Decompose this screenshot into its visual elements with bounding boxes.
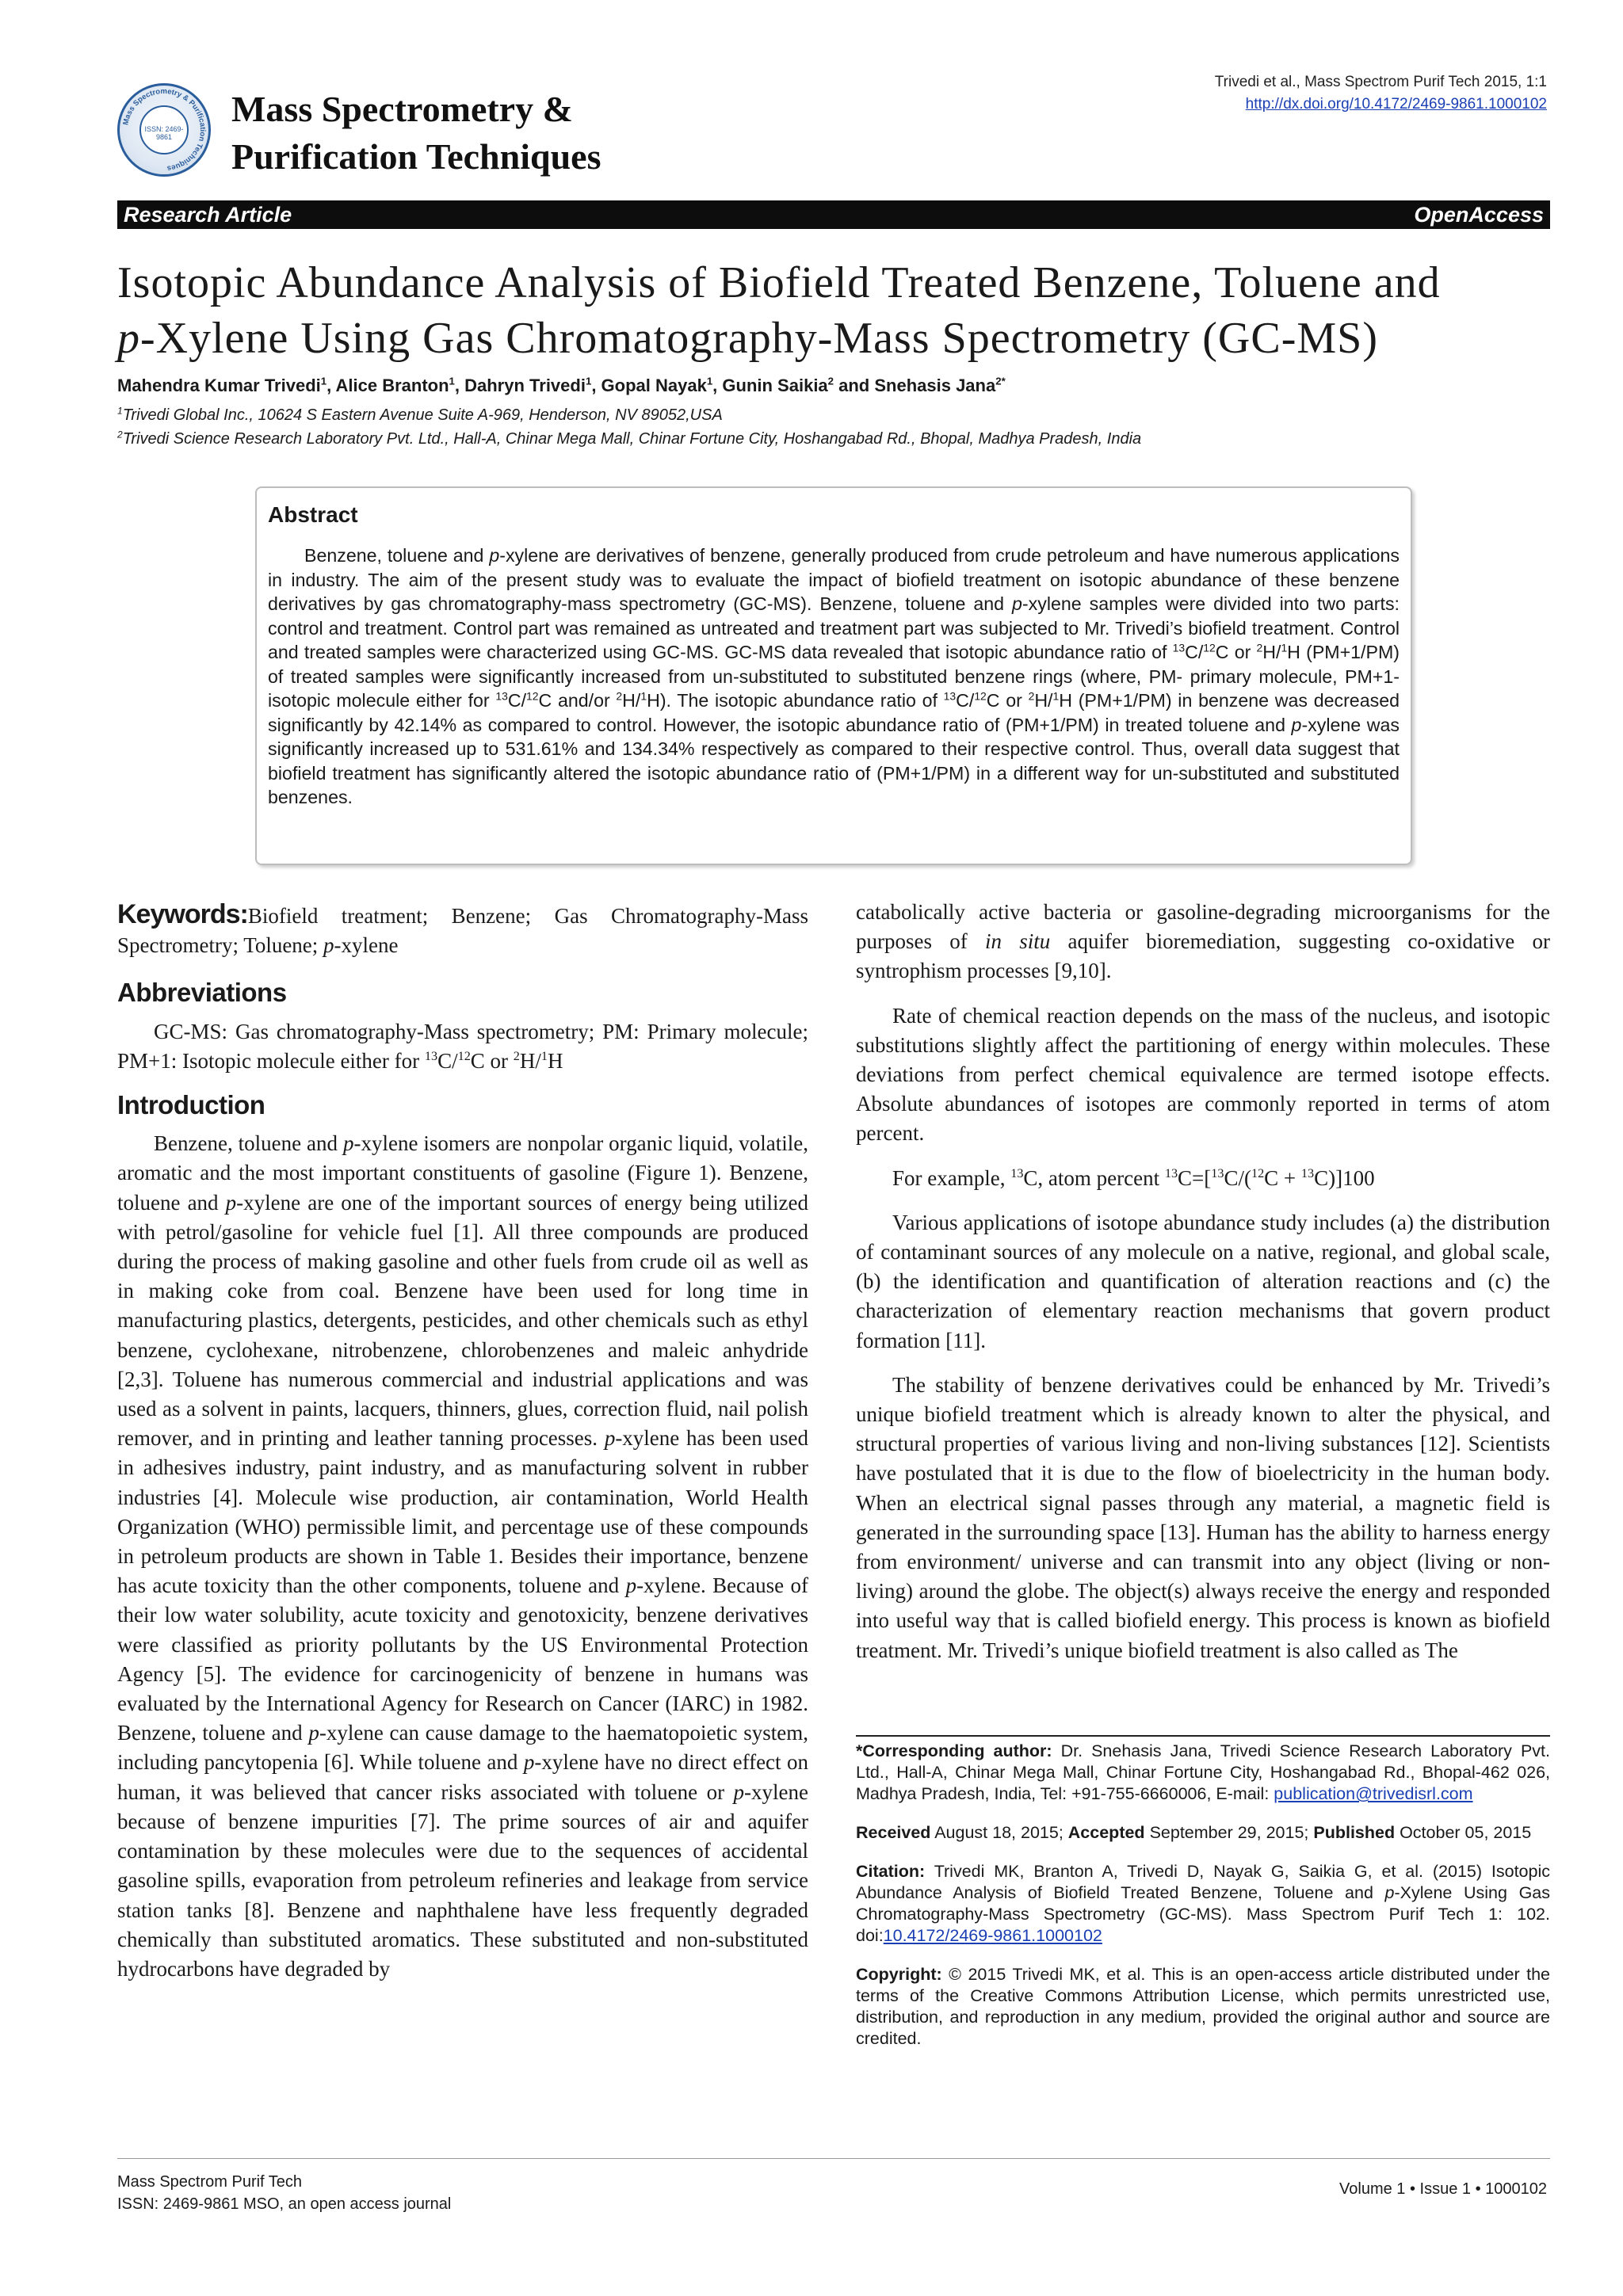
author-affiliation-mark: 2 [827, 375, 834, 387]
author-affiliation-mark: 1 [449, 375, 455, 387]
intro-paragraph-1: Benzene, toluene and p-xylene isomers are nonpolar organic liquid, volatile, aromatic and the most important constituents of gasoline (Figure 1). Benzene, toluene and p-xylene are one of the important sources of energy being utilized with petrol/gasoline for vehicle fuel [1]. All three compounds are produced during the process of making gasoline and other fuels from crude oil as well as in making coke from coal. Benzene have been used for long time in manufacturing plastics, detergents, pesticides, and other chemicals such as ethyl benzene, cyclohexane, nitrobenzene, chlorobenzenes and maleic anhydride [2,3]. Toluene has numerous commercial and industrial applications and was used as a solvent in paints, lacquers, thinners, glues, correction fluid, nail polish remover, and in printing and leather tanning processes. p-xylene has been used in adhesives industry, paint industry, and as manufacturing solvent in rubber industries [4]. Molecule wise production, air contamination, World Health Organization (WHO) permissible limit, and percentage use of these compounds in petroleum products are shown in Table 1. Besides their importance, benzene has acute toxicity than the other components, toluene and p-xylene. Because of their low water solubility, acute toxicity and genotoxicity, benzene derivatives were classified as priority pollutants by the US Environmental Protection Agency [5]. The evidence for carcinogenicity of benzene in humans was evaluated by the International Agency for Research on Cancer (IARC) in 1982. Benzene, toluene and p-xylene can cause damage to the haematopoietic system, including pancytopenia [6]. While toluene and p-xylene have no direct effect on human, it was believed that cancer risks associated with toluene or p-xylene because of benzene impurities [7]. The prime sources of air and aquifer contamination by these molecules were due to the sequences of accidental gasoline spills, evaporation from petroleum refineries and leakage from service station tanks [8]. Benzene and naphthalene have less frequently degraded chemically than substituted aromatics. These substituted and non-substituted hydrocarbons have degraded by [117, 1131, 808, 1981]
keywords-text: Biofield treatment; Benzene; Gas Chromatography-Mass Spectrometry; Toluene; p-xylene [117, 904, 808, 958]
footer-volume: Volume 1 • Issue 1 • 1000102 [1339, 2180, 1547, 2198]
intro-paragraph-4: The stability of benzene derivatives could be enhanced by Mr. Trivedi’s unique biofield treatment which is already known to alter the physical, and structural properties of various living and non-living substances [12]. Scientists have postulated that it is due to the flow of bioelectricity in the human body. When an electrical signal passes through any material, a magnetic field is generated in the surrounding space [13]. Human has the ability to harness energy from environment/ universe and can transmit into any object (living or non-living) around the globe. The object(s) always receive the energy and responded into useful way that is called biofield energy. This process is known as biofield treatment. Mr. Trivedi’s unique biofield treatment is also called as The [856, 1372, 1550, 1662]
citation-doi-link[interactable]: 10.4172/2469-9861.1000102 [883, 1926, 1102, 1945]
corresponding-author [856, 1741, 1550, 1805]
author-name: Mahendra Kumar Trivedi$^1$ [117, 375, 327, 395]
published-date: October 05, 2015 [1400, 1823, 1532, 1842]
journal-name-line2: Purification Techniques [231, 136, 601, 177]
author-affiliation-mark: 1 [320, 375, 327, 387]
author-name: Gunin Saikia$^2$ [722, 375, 834, 395]
affiliation-2: $^2$Trivedi Science Research Laboratory Pvt. Ltd., Hall-A, Chinar Mega Mall, Chinar Fortune City, Hoshangabad Rd., Bhopal, Madhya Pradesh, India [117, 429, 1142, 448]
citation-label: Citation: [856, 1862, 926, 1881]
author-affiliation-mark: 2* [995, 375, 1006, 387]
author-list: Mahendra Kumar Trivedi$^1$, Alice Branton$^1$, Dahryn Trivedi$^1$, Gopal Nayak$^1$, Gunin Saikia$^2$ and Snehasis Jana$^{2*}$ [117, 375, 1006, 395]
accepted-label: Accepted [1067, 1823, 1145, 1842]
abbreviations-heading: Abbreviations [117, 978, 287, 1008]
article-title [117, 255, 1568, 366]
author-affiliation-mark: 1 [585, 375, 592, 387]
doi-link[interactable]: http://dx.doi.org/10.4172/2469-9861.1000102 [1245, 96, 1547, 113]
received-date: August 18, 2015; [934, 1823, 1064, 1842]
abstract-heading: Abstract [268, 502, 358, 527]
citation-text: Trivedi MK, Branton A, Trivedi D, Nayak G, Saikia G, et al. (2015) Isotopic Abundance Analysis of Biofield Treated Benzene, Toluene and p-Xylene Using Gas Chromatography-Mass Spectrometry (GC-MS). Mass Spectrom Purif Tech 1: 102. doi: [856, 1862, 1551, 1945]
intro-paragraph-3: Various applications of isotope abundance study includes (a) the distribution of contaminant sources of any molecule on a native, regional, and global scale, (b) the identification and quantification of alteration reactions and (c) the characterization of elementary reaction mechanisms that govern product formation [11]. [856, 1210, 1550, 1352]
footer-issn: ISSN: 2469-9861 MSO, an open access journal [117, 2195, 452, 2213]
corresponding-author-label: *Corresponding author: [856, 1741, 1052, 1760]
logo-issn: ISSN: 2469-9861 [144, 125, 184, 141]
footer-journal: Mass Spectrom Purif Tech [117, 2173, 303, 2191]
header-citation-block [1215, 71, 1547, 116]
introduction-heading: Introduction [117, 1090, 265, 1120]
intro-paragraph-cont: catabolically active bacteria or gasoline-degrading microorganisms for the purposes of in situ aquifer bioremediation, suggesting co-oxidative or syntrophism processes [9,10]. [856, 900, 1551, 983]
author-name: Gopal Nayak$^1$ [601, 375, 713, 395]
open-access-label: OpenAccess [1414, 203, 1544, 227]
received-label: Received [856, 1823, 931, 1842]
right-column [856, 898, 1550, 1665]
dates-line [856, 1822, 1550, 1844]
keywords-label: Keywords: [117, 899, 248, 929]
header-citation: Trivedi et al., Mass Spectrom Purif Tech 2015, 1:1 [1214, 74, 1547, 90]
copyright-note [856, 1964, 1550, 2050]
accepted-date: September 29, 2015; [1149, 1823, 1309, 1842]
affiliation-2-text: Trivedi Science Research Laboratory Pvt. Ltd., Hall-A, Chinar Mega Mall, Chinar Fortune City, Hoshangabad Rd., Bhopal, Madhya Pradesh, India [122, 430, 1142, 448]
title-line2-rest: -Xylene Using Gas Chromatography-Mass Spectrometry (GC-MS) [140, 314, 1378, 363]
footnotes [856, 1741, 1550, 2067]
citation-note [856, 1861, 1550, 1947]
logo-ring-label: Mass Spectrometry & Purification Techniques [121, 86, 208, 173]
intro-formula: For example, $^{13}$C, atom percent $^{13}$C=[$^{13}$C/($^{12}$C + $^{13}$C)]100 [892, 1165, 1375, 1190]
abstract-text: Benzene, toluene and p-xylene are derivatives of benzene, generally produced from crude petroleum and have numerous applications in industry. The aim of the present study was to evaluate the impact of biofield treatment on isotopic abundance of these benzene derivatives by gas chromatography-mass spectrometry (GC-MS). Benzene, toluene and p-xylene samples were divided into two parts: control and treatment. Control part was remained as untreated and treatment part was subjected to Mr. Trivedi’s biofield treatment. Control and treated samples were characterized using GC-MS. GC-MS data revealed that isotopic abundance ratio of $^{13}$C/$^{12}$C or $^2$H/$^1$H (PM+1/PM) of treated samples were significantly increased from un-substituted to substituted benzene rings (where, PM- primary molecule, PM+1- isotopic molecule either for $^{13}$C/$^{12}$C and/or $^2$H/$^1$H). The isotopic abundance ratio of $^{13}$C/$^{12}$C or $^2$H/$^1$H (PM+1/PM) in benzene was decreased significantly by 42.14% as compared to control. However, the isotopic abundance ratio of (PM+1/PM) in treated toluene and p-xylene was significantly increased up to 531.61% and 134.34% respectively as compared to their respective control. Thus, overall data suggest that biofield treatment has significantly altered the isotopic abundance ratio of (PM+1/PM) in a different way for un-substituted and substituted benzenes. [268, 545, 1400, 807]
copyright-label: Copyright: [856, 1965, 942, 1984]
keywords [117, 900, 808, 960]
abbreviations-text: GC-MS: Gas chromatography-Mass spectrometry; PM: Primary molecule; PM+1: Isotopic molecule either for $^{13}$C/$^{12}$C or $^2$H/$^1$H [117, 1019, 808, 1073]
author-affiliation-mark: 1 [706, 375, 713, 387]
author-name: Alice Branton$^1$ [335, 375, 455, 395]
title-line1: Isotopic Abundance Analysis of Biofield Treated Benzene, Toluene and [117, 258, 1441, 307]
journal-name-line1: Mass Spectrometry & [231, 89, 573, 129]
footnote-divider [856, 1735, 1550, 1737]
affiliation-1: $^1$Trivedi Global Inc., 10624 S Eastern Avenue Suite A-969, Henderson, NV 89052,USA [117, 405, 723, 424]
journal-name [231, 86, 601, 181]
published-label: Published [1313, 1823, 1396, 1842]
title-italic-p: p [117, 314, 140, 363]
left-column [117, 900, 808, 1984]
corresponding-email-link[interactable]: publication@trivedisrl.com [1274, 1784, 1473, 1803]
corresponding-author-text: Dr. Snehasis Jana, Trivedi Science Research Laboratory Pvt. Ltd., Hall-A, Chinar Mega Mall, Chinar Fortune City, Hoshangabad Rd., Bhopal-462 026, Madhya Pradesh, India, Tel: +91-755-6660006, E-mail: [856, 1741, 1550, 1803]
copyright-text: © 2015 Trivedi MK, et al. This is an open-access article distributed under the terms of the Creative Commons Attribution License, which permits unrestricted use, distribution, and reproduction in any medium, provided the original author and source are credited. [856, 1965, 1550, 2048]
author-name: Snehasis Jana$^{2*}$ [874, 375, 1006, 395]
footer-divider [117, 2158, 1550, 2159]
footer-left [117, 2171, 451, 2215]
author-name: Dahryn Trivedi$^1$ [464, 375, 592, 395]
article-type: Research Article [124, 203, 292, 227]
title-line2 [117, 311, 1568, 366]
intro-paragraph-2: Rate of chemical reaction depends on the mass of the nucleus, and isotopic substitutions slightly affect the partitioning of energy within molecules. These deviations from perfect chemical equivalence are termed isotope effects. Absolute abundances of isotopes are commonly reported in terms of atom percent. [856, 1003, 1550, 1146]
article-type-bar [117, 200, 1550, 229]
affiliation-1-text: Trivedi Global Inc., 10624 S Eastern Avenue Suite A-969, Henderson, NV 89052,USA [122, 406, 723, 424]
